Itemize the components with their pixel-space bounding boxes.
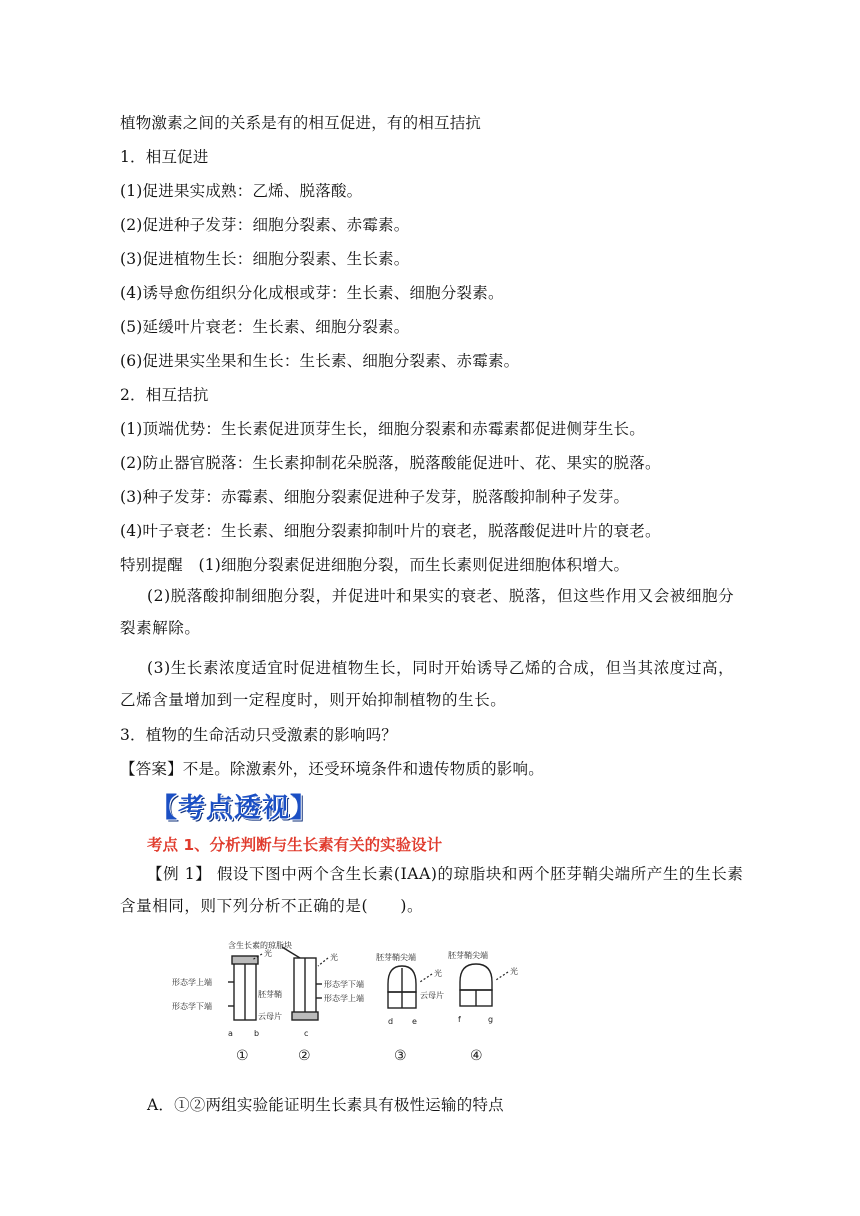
section-banner: 【考点透视】 xyxy=(150,793,318,824)
label-lower-right: 形态学下端 xyxy=(324,980,364,989)
label-light-2: 光 xyxy=(330,953,338,962)
answer-text: 【答案】不是。除激素外，还受环境条件和遗传物质的影响。 xyxy=(120,760,544,778)
figure-number-4: ④ xyxy=(470,1048,483,1064)
letter-c: c xyxy=(304,1029,309,1038)
special-tip: 特别提醒 (1)细胞分裂素促进细胞分裂，而生长素则促进细胞体积增大。 xyxy=(120,556,630,574)
experiment-figure xyxy=(162,938,532,1068)
promotion-item-5: (5)延缓叶片衰老：生长素、细胞分裂素。 xyxy=(120,318,410,336)
label-lower-left: 形态学下端 xyxy=(172,1002,212,1011)
agar-block-2 xyxy=(292,1012,318,1020)
promotion-item-1: (1)促进果实成熟：乙烯、脱落酸。 xyxy=(120,182,363,200)
promotion-item-6: (6)促进果实坐果和生长：生长素、细胞分裂素、赤霉素。 xyxy=(120,352,520,370)
coleoptile-tip-4 xyxy=(460,964,492,990)
label-light-1: 光 xyxy=(264,949,272,958)
letter-f: f xyxy=(458,1015,461,1024)
tip-paragraph-3: (3)生长素浓度适宜时促进植物生长，同时开始诱导乙烯的合成，但当其浓度过高，乙烯含量增加到一定程度时，则开始抑制植物的生长。 xyxy=(120,659,735,709)
label-mica-3: 云母片 xyxy=(420,991,444,1000)
label-light-4: 光 xyxy=(510,967,518,976)
promotion-item-2: (2)促进种子发芽：细胞分裂素、赤霉素。 xyxy=(120,216,410,234)
section-title: 考点 1、分析判断与生长素有关的实验设计 xyxy=(147,836,443,854)
heading-question-3: 3．植物的生命活动只受激素的影响吗？ xyxy=(120,726,397,744)
letter-b: b xyxy=(254,1029,260,1038)
figure-number-3: ③ xyxy=(394,1048,407,1064)
heading-mutual-promotion: 1．相互促进 xyxy=(120,148,209,166)
label-upper-left: 形态学上端 xyxy=(172,978,212,987)
letter-g: g xyxy=(488,1015,494,1024)
heading-mutual-antagonism: 2．相互拮抗 xyxy=(120,386,209,404)
label-tip-3: 胚芽鞘尖端 xyxy=(376,953,416,962)
label-tip-4: 胚芽鞘尖端 xyxy=(448,951,488,960)
figure-number-1: ① xyxy=(236,1048,249,1064)
label-coleoptile: 胚芽鞘 xyxy=(258,990,282,999)
label-light-3: 光 xyxy=(434,969,442,978)
label-agar: 含生长素的琼脂块 xyxy=(228,941,292,950)
example-question: 【例 1】 假设下图中两个含生长素(IAA)的琼脂块和两个胚芽鞘尖端所产生的生长素含量相同，则下列分析不正确的是( )。 xyxy=(120,865,744,915)
intro-text: 植物激素之间的关系是有的相互促进，有的相互拮抗 xyxy=(120,114,482,132)
antagonism-item-2: (2)防止器官脱落：生长素抑制花朵脱落，脱落酸能促进叶、花、果实的脱落。 xyxy=(120,454,661,472)
letter-a: a xyxy=(228,1029,233,1038)
figure-number-2: ② xyxy=(298,1048,311,1064)
letter-e: e xyxy=(412,1017,417,1026)
agar-block-1 xyxy=(232,956,258,964)
label-upper-right: 形态学上端 xyxy=(324,994,364,1003)
antagonism-item-4: (4)叶子衰老：生长素、细胞分裂素抑制叶片的衰老，脱落酸促进叶片的衰老。 xyxy=(120,522,661,540)
option-a: A．①②两组实验能证明生长素具有极性运输的特点 xyxy=(147,1096,504,1114)
promotion-item-4: (4)诱导愈伤组织分化成根或芽：生长素、细胞分裂素。 xyxy=(120,284,504,302)
promotion-item-3: (3)促进植物生长：细胞分裂素、生长素。 xyxy=(120,250,410,268)
tip-paragraph-2: (2)脱落酸抑制细胞分裂，并促进叶和果实的衰老、脱落，但这些作用又会被细胞分裂素解除。 xyxy=(120,587,735,637)
antagonism-item-1: (1)顶端优势：生长素促进顶芽生长，细胞分裂素和赤霉素都促进侧芽生长。 xyxy=(120,420,645,438)
label-mica-1: 云母片 xyxy=(258,1012,282,1021)
letter-d: d xyxy=(388,1017,394,1026)
antagonism-item-3: (3)种子发芽：赤霉素、细胞分裂素促进种子发芽，脱落酸抑制种子发芽。 xyxy=(120,488,630,506)
